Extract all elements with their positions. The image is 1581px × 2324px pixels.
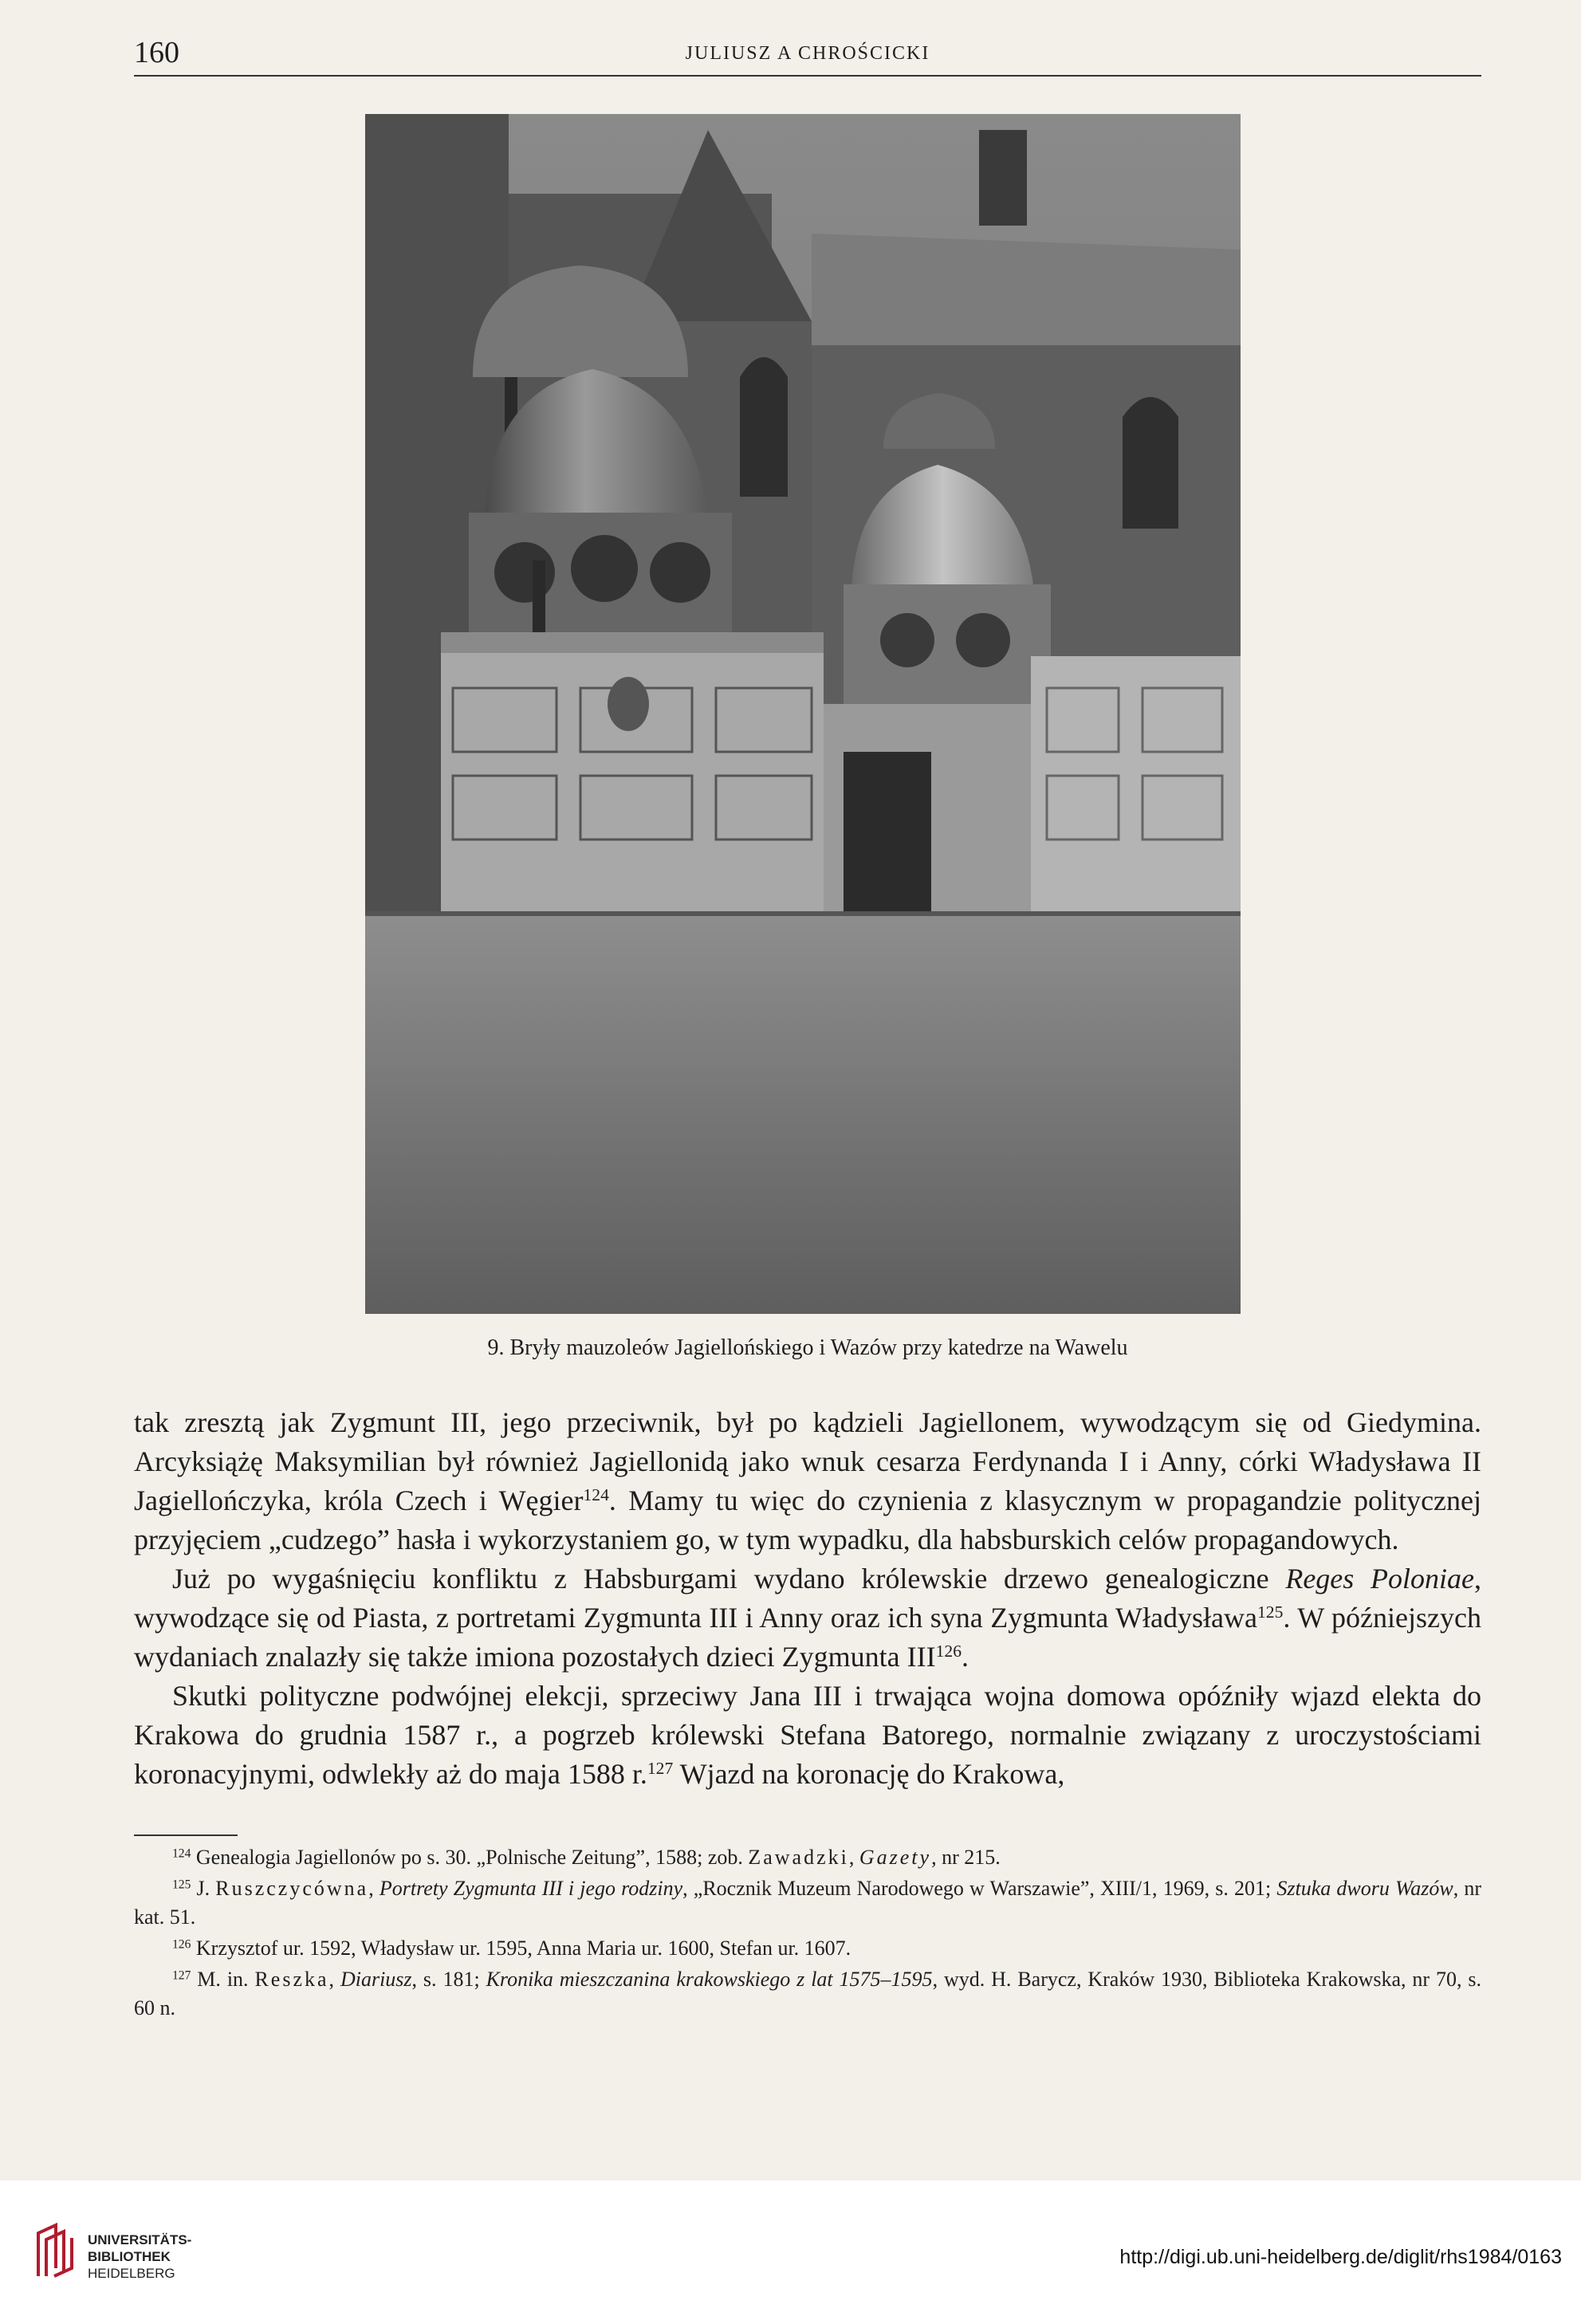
- footnote-number: 126: [172, 1937, 191, 1952]
- text-run: ,: [368, 1877, 380, 1900]
- paragraph-3: [134, 1677, 1481, 1794]
- text-run: Już po wygaśnięciu konfliktu z Habsburgami wydano królewskie drzewo genealogiczne: [172, 1563, 1286, 1595]
- body-text: [134, 1403, 1481, 1794]
- library-name-line: HEIDELBERG: [88, 2266, 175, 2281]
- figure-caption: 9. Bryły mauzoleów Jagiellońskiego i Wazów przy katedrze na Wawelu: [487, 1335, 1128, 1360]
- paragraph-2: [134, 1559, 1481, 1677]
- running-head: JULIUSZ A CHROŚCICKI: [685, 43, 930, 64]
- text-run: , nr kat. 51.: [134, 1877, 1481, 1929]
- text-run: ,: [328, 1968, 340, 1991]
- text-run: ,: [848, 1846, 859, 1869]
- text-run: , wywodzące się od Piasta, z portretami Zygmunta III i Anny oraz ich syna Zygmunta Władysława: [134, 1563, 1481, 1634]
- footnote-126: [134, 1934, 1481, 1963]
- italic-title: Portrety Zygmunta III i jego rodziny: [379, 1877, 683, 1900]
- header-rule: [134, 75, 1481, 77]
- text-run: . Mamy tu więc do czynienia z klasycznym w propagandzie politycznej przyjęciem „cudzego” hasła i wykorzystaniem go, w tym wypadku, dla habsburskich celów propagandowych.: [134, 1484, 1482, 1555]
- library-name-line: BIBLIOTHEK: [88, 2249, 171, 2264]
- footnote-ref-124[interactable]: 124: [583, 1485, 609, 1505]
- paragraph-1: [134, 1403, 1481, 1559]
- figure-photo-mausoleums: [365, 114, 1241, 1314]
- text-run: Krzysztof ur. 1592, Władysław ur. 1595, Anna Maria ur. 1600, Stefan ur. 1607.: [191, 1937, 851, 1960]
- library-footer: [0, 2180, 1581, 2324]
- footnote-125: [134, 1874, 1481, 1932]
- text-run: M. in.: [191, 1968, 255, 1991]
- author-name: Zawadzki: [748, 1846, 849, 1869]
- italic-title: Sztuka dworu Wazów: [1276, 1877, 1453, 1900]
- text-run: .: [961, 1641, 969, 1673]
- footnote-number: 124: [172, 1846, 191, 1861]
- text-run: Skutki polityczne podwójnej elekcji, sprzeciwy Jana III i trwająca wojna domowa opóźniły wjazd elekta do Krakowa do grudnia 1587 r., a pogrzeb królewski Stefana Batorego, normalnie związany z uroczystościami koronacyjnymi, odwlekły aż do maja 1588 r.: [134, 1680, 1481, 1790]
- text-run: , nr 215.: [931, 1846, 1001, 1869]
- text-run: tak zresztą jak Zygmunt III, jego przeciwnik, był po kądzieli Jagiellonem, wywodzącym się od Giedymina. Arcyksiążę Maksymilian był również Jagiellonidą jako wnuk cesarza Ferdynanda I i Anny, córki Władysława II Jagiellończyka, króla Czech i Węgier: [134, 1406, 1481, 1516]
- italic-title: Gazety: [859, 1846, 932, 1869]
- library-name-line: UNIVERSITÄTS-: [88, 2232, 192, 2247]
- footnote-rule: [134, 1834, 238, 1836]
- author-name: Ruszczycówna: [215, 1877, 369, 1900]
- footnote-ref-126[interactable]: 126: [935, 1642, 962, 1661]
- author-name: Reszka: [254, 1968, 329, 1991]
- footnote-ref-125[interactable]: 125: [1257, 1602, 1284, 1622]
- footnotes: [134, 1843, 1481, 2025]
- footnote-ref-127[interactable]: 127: [647, 1759, 674, 1779]
- text-run: Genealogia Jagiellonów po s. 30. „Polnische Zeitung”, 1588; zob.: [191, 1846, 749, 1869]
- text-run: , „Rocznik Muzeum Narodowego w Warszawie”, XIII/1, 1969, s. 201;: [682, 1877, 1277, 1900]
- italic-title: Reges Poloniae: [1285, 1563, 1474, 1595]
- footnote-number: 125: [172, 1878, 191, 1892]
- text-run: Wjazd na koronację do Krakowa,: [673, 1758, 1065, 1790]
- text-run: , s. 181;: [411, 1968, 486, 1991]
- text-run: , wyd. H. Barycz, Kraków 1930, Biblioteka Krakowska, nr 70, s. 60 n.: [134, 1968, 1482, 2019]
- page-header: [134, 32, 1481, 80]
- library-name: [88, 2232, 191, 2282]
- footnote-124: [134, 1843, 1481, 1872]
- italic-title: Kronika mieszczanina krakowskiego z lat 1575–1595: [486, 1968, 933, 1991]
- page-number: 160: [134, 36, 179, 69]
- footnote-number: 127: [172, 1968, 191, 1983]
- text-run: . W późniejszych wydaniach znalazły się także imiona pozostałych dzieci Zygmunta III: [134, 1602, 1481, 1673]
- text-run: J.: [191, 1877, 216, 1900]
- source-url-link[interactable]: http://digi.ub.uni-heidelberg.de/diglit/rhs1984/0163: [1119, 2246, 1562, 2268]
- italic-title: Diariusz: [340, 1968, 412, 1991]
- library-logo-icon: [32, 2222, 80, 2279]
- footnote-127: [134, 1965, 1481, 2023]
